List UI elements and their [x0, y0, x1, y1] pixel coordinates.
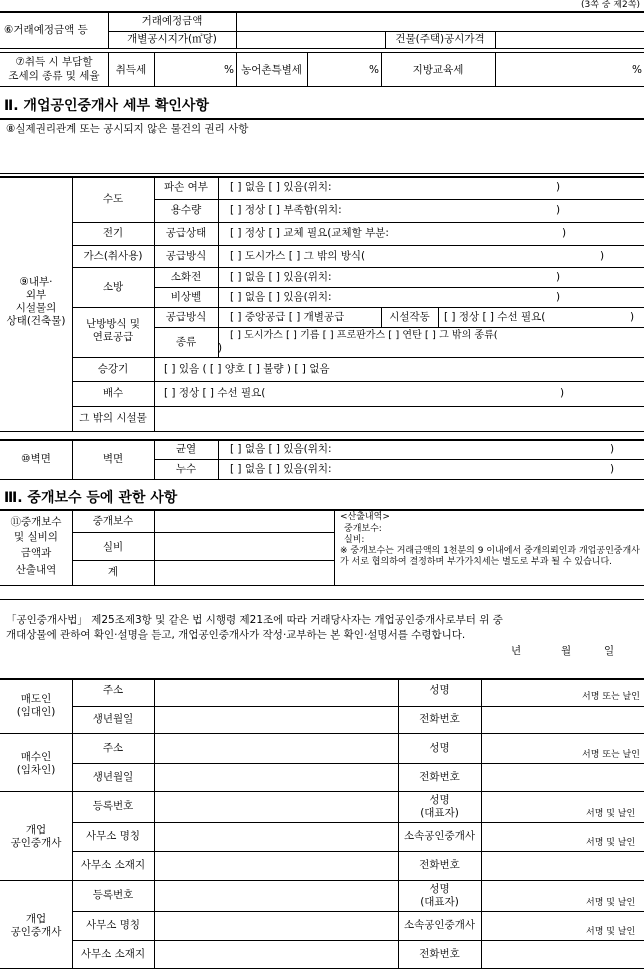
statement-line-2: 개대상물에 관하여 확인·설명을 듣고, 개업공인중개사가 작성·교부하는 본 확인·설명서를 수령합니다. [6, 629, 466, 641]
calc-expense: 실비: [344, 535, 365, 545]
calc-fee: 중개보수: [344, 524, 382, 534]
fire-label: 소방 [102, 281, 124, 293]
water-break-label: 파손 여부 [164, 181, 208, 193]
building-price-label: 건물(주택)공시가격 [395, 33, 485, 45]
broker1-sign[interactable]: 서명 및 날인 [586, 809, 636, 819]
year-label: 년 [511, 645, 522, 657]
broker1-addr-label: 사무소 소재지 [80, 859, 146, 871]
heating-label-1: 난방방식 및 [85, 318, 141, 330]
electric-options[interactable]: [ ] 정상 [ ] 교체 필요(교체할 부분: [230, 227, 389, 239]
crack-options[interactable]: [ ] 없음 [ ] 있음(위치: [230, 443, 332, 455]
edu-tax-pct: % [632, 64, 642, 76]
seller-phone-label: 전화번호 [419, 713, 460, 725]
statement-line-1: 「공인중개사법」 제25조제3항 및 같은 법 시행령 제21조에 따라 거래당사자는 개업공인중개사로부터 위 중 [6, 614, 503, 626]
amount-field[interactable] [238, 14, 642, 30]
drain-options[interactable]: [ ] 정상 [ ] 수선 필요( [164, 387, 266, 399]
total-label: 계 [107, 566, 119, 578]
seller-birth-label: 생년월일 [92, 713, 134, 725]
s10-title: ⑩벽면 [21, 453, 51, 465]
amount-label: 거래예정금액 [141, 15, 203, 27]
fire-ext-label: 소화전 [170, 271, 202, 283]
broker2-addr-label: 사무소 소재지 [80, 948, 146, 960]
edu-tax-label: 지방교육세 [412, 64, 464, 76]
month-label: 월 [561, 645, 572, 657]
fee-label: 중개보수 [92, 515, 134, 527]
heat-kind-label: 종류 [175, 336, 197, 348]
broker2-affiliated-label: 소속공인중개사 [403, 919, 475, 931]
water-qty-options[interactable]: [ ] 정상 [ ] 부족함(위치: [230, 204, 342, 216]
elevator-label: 승강기 [97, 363, 129, 375]
fire-bell-label: 비상벨 [170, 291, 202, 303]
heat-oper-options[interactable]: [ ] 정상 [ ] 수선 필요( [444, 311, 546, 323]
s7-title-2: 조세의 종류 및 세율 [8, 70, 100, 82]
rural-tax-label: 농어촌특별세 [241, 64, 302, 76]
fire-ext-options[interactable]: [ ] 없음 [ ] 있음(위치: [230, 271, 332, 283]
heat-oper-label: 시설작동 [389, 311, 430, 323]
gas-options[interactable]: [ ] 도시가스 [ ] 그 밖의 방식( [230, 250, 366, 262]
broker1-rep-1: 성명 [429, 794, 450, 806]
assessed-label: 개별공시지가(㎡당) [127, 33, 217, 45]
water-break-options[interactable]: [ ] 없음 [ ] 있음(위치: [230, 181, 332, 193]
buyer-address-label: 주소 [102, 742, 124, 754]
page-number: (3쪽 중 제2쪽) [581, 0, 640, 10]
broker2-rep-1: 성명 [429, 883, 450, 895]
day-label: 일 [604, 645, 615, 657]
crack-label: 균열 [175, 443, 197, 455]
seller-name-label: 성명 [429, 684, 450, 696]
section3-title: Ⅲ. 중개보수 등에 관한 사항 [4, 490, 178, 506]
leak-options[interactable]: [ ] 없음 [ ] 있음(위치: [230, 463, 332, 475]
leak-label: 누수 [175, 463, 197, 475]
rural-tax-pct: % [369, 64, 379, 76]
heat-method-label: 공급방식 [165, 311, 207, 323]
electric-supply-label: 공급상태 [165, 227, 207, 239]
water-qty-label: 용수량 [170, 204, 202, 216]
heat-method-options[interactable]: [ ] 중앙공급 [ ] 개별공급 [230, 311, 345, 323]
broker2-reg-label: 등록번호 [92, 889, 134, 901]
section2-title: Ⅱ. 개업공인중개사 세부 확인사항 [4, 98, 209, 114]
broker1-office-label: 사무소 명칭 [85, 830, 141, 842]
buyer-name-label: 성명 [429, 742, 450, 754]
expense-label: 실비 [102, 541, 124, 553]
gas-label: 가스(취사용) [83, 250, 143, 262]
broker1-rep-2: (대표자) [420, 807, 459, 819]
buyer-sign[interactable]: 서명 또는 날인 [582, 750, 640, 760]
calc-title: <산출내역> [340, 512, 390, 522]
buyer-birth-label: 생년월일 [92, 771, 134, 783]
gas-method-label: 공급방식 [165, 250, 207, 262]
broker2-rep-2: (대표자) [420, 896, 459, 908]
broker2-sign[interactable]: 서명 및 날인 [586, 898, 636, 908]
broker1-affiliated-sign[interactable]: 서명 및 날인 [586, 838, 636, 848]
other-facility-label: 그 밖의 시설물 [79, 412, 147, 424]
buyer-phone-label: 전화번호 [419, 771, 460, 783]
seller-sign[interactable]: 서명 또는 날인 [582, 692, 640, 702]
acq-tax-pct: % [224, 64, 234, 76]
s6-title: ⑥거래예정금액 등 [4, 24, 88, 36]
broker1-affiliated-label: 소속공인중개사 [403, 830, 475, 842]
seller-address-label: 주소 [102, 684, 124, 696]
fee-note: ※ 중개보수는 거래금액의 1천분의 9 이내에서 중개의뢰인과 개업공인중개사가 서로 협의하여 결정하며 부가가치세는 별도로 부과 될 수 있습니다. [340, 546, 640, 567]
drain-label: 배수 [102, 387, 124, 399]
wall-label: 벽면 [102, 453, 124, 465]
broker1-reg-label: 등록번호 [92, 800, 134, 812]
broker1-phone-label: 전화번호 [419, 859, 460, 871]
heating-label-2: 연료공급 [92, 331, 134, 343]
s7-title-1: ⑦취득 시 부담할 [15, 56, 93, 68]
water-label: 수도 [102, 193, 124, 205]
acq-tax-label: 취득세 [115, 64, 147, 76]
item8-title: ⑧실제권리관계 또는 공시되지 않은 물건의 권리 사항 [6, 123, 249, 135]
electric-label: 전기 [102, 227, 124, 239]
broker2-phone-label: 전화번호 [419, 948, 460, 960]
broker2-affiliated-sign[interactable]: 서명 및 날인 [586, 927, 636, 937]
broker2-office-label: 사무소 명칭 [85, 919, 141, 931]
elevator-options[interactable]: [ ] 있음 ( [ ] 양호 [ ] 불량 ) [ ] 없음 [164, 363, 330, 375]
fire-bell-options[interactable]: [ ] 없음 [ ] 있음(위치: [230, 291, 332, 303]
heat-kind-options[interactable]: [ ] 도시가스 [ ] 기름 [ ] 프로판가스 [ ] 연탄 [ ] 그 밖의 종류( [230, 330, 498, 341]
